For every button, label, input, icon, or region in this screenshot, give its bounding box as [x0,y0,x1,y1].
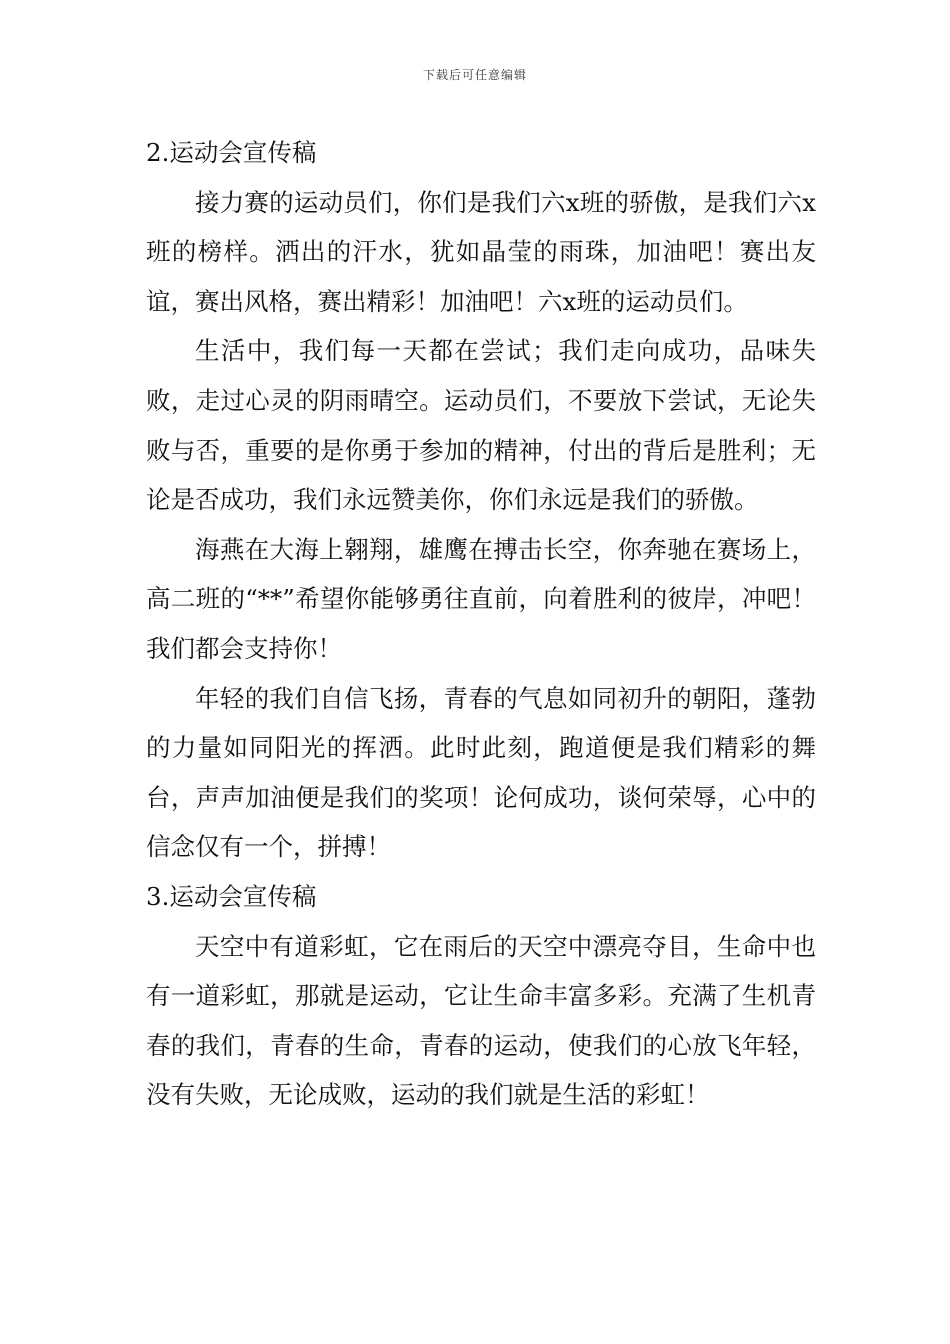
paragraph: 天空中有道彩虹，它在雨后的天空中漂亮夺目，生命中也有一道彩虹，那就是运动，它让生命丰富多彩。充满了生机青春的我们，青春的生命，青春的运动，使我们的心放飞年轻，没有失败，无论成败，运动的我们就是生活的彩虹！ [146,931,816,1110]
section-heading: 2.运动会宣传稿 [146,138,317,167]
section-2 [146,128,816,872]
section-3 [146,872,816,1120]
page-header-note: 下载后可任意编辑 [422,68,527,82]
document-body [146,128,816,1120]
section-heading: 3.运动会宣传稿 [146,881,317,911]
paragraph: 生活中，我们每一天都在尝试；我们走向成功，品味失败，走过心灵的阴雨晴空。运动员们，不要放下尝试，无论失败与否，重要的是你勇于参加的精神，付出的背后是胜利；无论是否成功，我们永远赞美你，你们永远是我们的骄傲。 [146,336,816,515]
paragraph: 接力赛的运动员们，你们是我们六x班的骄傲，是我们六x班的榜样。洒出的汗水，犹如晶莹的雨珠，加油吧！赛出友谊，赛出风格，赛出精彩！加油吧！六x班的运动员们。 [146,187,816,316]
paragraph: 年轻的我们自信飞扬，青春的气息如同初升的朝阳，蓬勃的力量如同阳光的挥洒。此时此刻，跑道便是我们精彩的舞台，声声加油便是我们的奖项！论何成功，谈何荣辱，心中的信念仅有一个，拼搏！ [146,683,816,862]
paragraph: 海燕在大海上翱翔，雄鹰在搏击长空，你奔驰在赛场上，高二班的“**”希望你能够勇往直前，向着胜利的彼岸，冲吧！我们都会支持你！ [146,534,816,663]
